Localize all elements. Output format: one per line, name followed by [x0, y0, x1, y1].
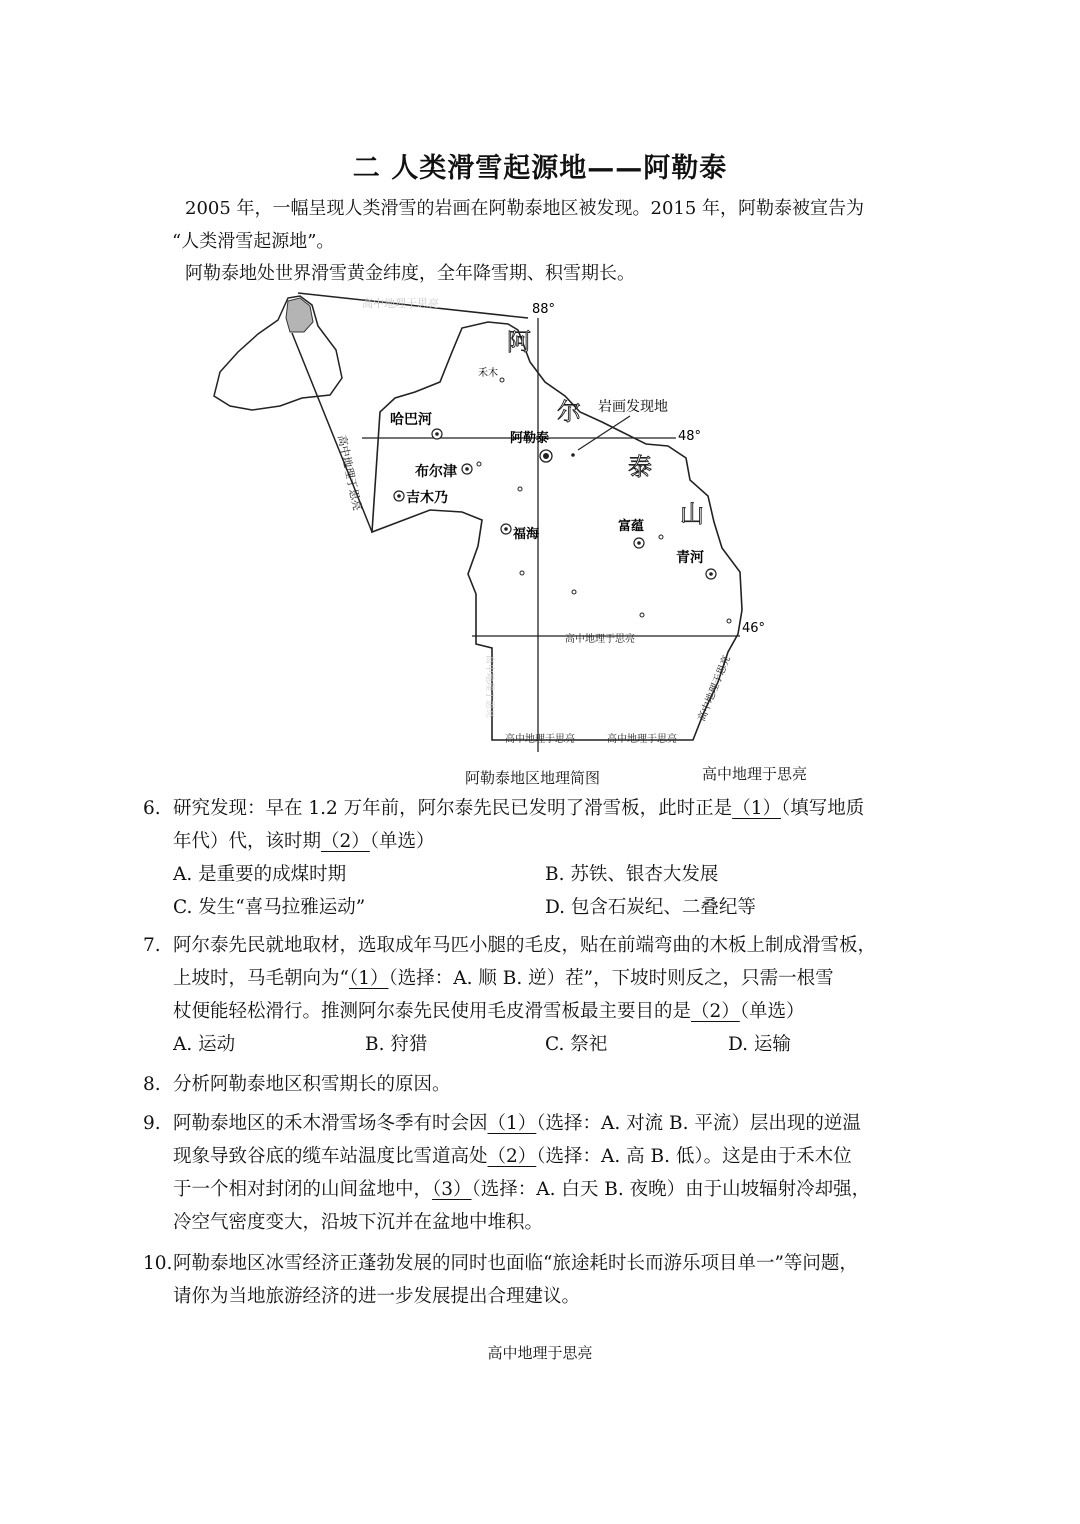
lat-48-label: 48° — [678, 429, 702, 444]
aletai-symbol-center — [543, 453, 549, 459]
question-line — [173, 929, 876, 962]
question-text: 杖便能轻松滑行。推测阿尔泰先民使用毛皮滑雪板最主要目的是 — [173, 1001, 692, 1022]
question-line — [173, 1206, 543, 1239]
mountain-char-1: 阿 — [507, 328, 531, 356]
qinghe-label: 青河 — [676, 550, 704, 566]
map-watermark: 高中地理于思亮 — [696, 654, 734, 724]
xinjiang-inset-outline — [214, 296, 342, 410]
question-8 — [0, 1068, 1080, 1101]
question-text: （选择：A. 高 B. 低）。这是由于禾木位 — [536, 1146, 852, 1167]
question-line — [173, 825, 435, 858]
map-caption: 阿勒泰地区地理简图 — [465, 769, 601, 787]
question-number: 9. — [143, 1113, 161, 1134]
option-c[interactable]: C. 祭祀 — [545, 1034, 608, 1055]
question-number: 8. — [143, 1074, 161, 1095]
map-watermark: 高中地理于思亮 — [607, 734, 677, 745]
lon-88-label: 88° — [532, 302, 556, 317]
question-6 — [0, 792, 1080, 922]
rock-art-dot — [571, 453, 575, 457]
question-text: 年代）代，该时期 — [173, 831, 322, 852]
hemu-label: 禾木 — [478, 368, 498, 379]
option-d[interactable]: D. 包含石炭纪、二叠纪等 — [545, 897, 756, 918]
region-outline — [372, 322, 742, 740]
rock-art-label: 岩画发现地 — [598, 399, 668, 415]
intro-line-3: 阿勒泰地处世界滑雪黄金纬度，全年降雪期、积雪期长。 — [185, 263, 635, 284]
question-text: 阿勒泰地区的禾木滑雪场冬季有时会因 — [173, 1113, 488, 1134]
question-text: 上坡时，马毛朝向为“ — [173, 968, 349, 989]
question-text: 研究发现：早在 1.2 万年前，阿尔泰先民已发明了滑雪板，此时正是 — [173, 798, 733, 819]
footer-credit: 高中地理于思亮 — [487, 1344, 593, 1362]
question-text: （选择：A. 对流 B. 平流）层出现的逆温 — [536, 1113, 861, 1134]
map-watermark: 高中地理于思亮 — [505, 734, 575, 745]
question-line — [173, 1107, 861, 1140]
fuyun-label: 富蕴 — [618, 519, 645, 534]
question-text: 阿勒泰地区冰雪经济正蓬勃发展的同时也面临“旅途耗时长而游乐项目单一”等问题， — [173, 1253, 858, 1274]
question-text: 现象导致谷底的缆车站温度比雪道高处 — [173, 1146, 488, 1167]
map-watermark: 高中地理于思亮 — [362, 297, 439, 310]
intro-line-2: “人类滑雪起源地”。 — [172, 231, 335, 252]
question-text: （选择：A. 白天 B. 夜晚）由于山坡辐射冷却强， — [471, 1179, 871, 1200]
question-text: （单选） — [369, 831, 435, 852]
map-credit: 高中地理于思亮 — [702, 765, 808, 783]
option-a[interactable]: A. 运动 — [173, 1034, 236, 1055]
question-number: 10. — [143, 1253, 173, 1274]
aletai-label: 阿勒泰 — [510, 431, 550, 446]
option-d[interactable]: D. 运输 — [728, 1034, 791, 1055]
mountain-char-4: 山 — [680, 500, 704, 528]
town-dot — [572, 590, 576, 594]
question-9 — [0, 1107, 1080, 1239]
answer-blank[interactable]: （1） — [487, 1113, 537, 1134]
page-title: 二 人类滑雪起源地——阿勒泰 — [352, 153, 728, 184]
aletai-map — [200, 285, 820, 755]
habahe-label: 哈巴河 — [390, 412, 432, 428]
question-text: 于一个相对封闭的山间盆地中， — [173, 1179, 433, 1200]
map-watermark: 高中地理于思亮 — [565, 634, 635, 645]
question-line — [173, 1140, 852, 1173]
map-watermark: 高中地理于思亮 — [335, 433, 364, 512]
fuhai-label: 福海 — [513, 527, 540, 542]
question-line — [173, 995, 805, 1028]
answer-blank[interactable]: （2） — [691, 1001, 740, 1022]
hemu-dot — [500, 378, 504, 382]
buerjin-symbol-center — [465, 467, 469, 471]
lat-46-label: 46° — [742, 621, 766, 636]
question-number: 6. — [143, 798, 161, 819]
answer-blank[interactable]: （2） — [321, 831, 370, 852]
question-line — [173, 792, 864, 825]
town-dot — [659, 535, 663, 539]
town-dot — [727, 619, 731, 623]
question-number: 7. — [143, 935, 161, 956]
question-line — [173, 1173, 870, 1206]
question-text: （单选） — [739, 1001, 805, 1022]
map-watermark: 高中地理于思亮 — [484, 655, 494, 719]
question-text: （选择：A. 顺 B. 逆）茬”，下坡时则反之，只需一根雪 — [388, 968, 834, 989]
jimunai-symbol-center — [397, 494, 401, 498]
town-dot — [520, 571, 524, 575]
answer-blank[interactable]: （2） — [487, 1146, 537, 1167]
question-text: 请你为当地旅游经济的进一步发展提出合理建议。 — [173, 1286, 581, 1307]
qinghe-symbol-center — [709, 572, 713, 576]
buerjin-label: 布尔津 — [415, 464, 457, 480]
fuyun-symbol-center — [637, 541, 641, 545]
town-dot — [640, 613, 644, 617]
town-dot — [477, 462, 481, 466]
question-10 — [0, 1247, 1080, 1313]
question-7 — [0, 929, 1080, 1059]
question-text: 冷空气密度变大，沿坡下沉并在盆地中堆积。 — [173, 1212, 544, 1233]
question-text: 阿尔泰先民就地取材，选取成年马匹小腿的毛皮，贴在前端弯曲的木板上制成滑雪板， — [173, 935, 877, 956]
option-a[interactable]: A. 是重要的成煤时期 — [173, 864, 347, 885]
option-b[interactable]: B. 狩猎 — [365, 1034, 428, 1055]
answer-blank[interactable]: （1） — [732, 798, 781, 819]
answer-blank[interactable]: （1） — [348, 968, 389, 989]
question-line — [173, 962, 834, 995]
fuhai-symbol-center — [504, 527, 508, 531]
question-text: （填写地质 — [780, 798, 865, 819]
option-b[interactable]: B. 苏铁、银杏大发展 — [545, 864, 719, 885]
mountain-char-2: 尔 — [557, 398, 581, 426]
jimunai-label: 吉木乃 — [406, 490, 448, 506]
mountain-char-3: 泰 — [628, 453, 652, 481]
habahe-symbol-center — [435, 432, 439, 436]
rock-art-leader — [578, 416, 630, 450]
question-text: 分析阿勒泰地区积雪期长的原因。 — [173, 1074, 451, 1095]
town-dot — [518, 487, 522, 491]
intro-line-1: 2005 年，一幅呈现人类滑雪的岩画在阿勒泰地区被发现。2015 年，阿勒泰被宣告为 — [185, 198, 865, 219]
answer-blank[interactable]: （3） — [432, 1179, 472, 1200]
option-c[interactable]: C. 发生“喜马拉雅运动” — [173, 897, 366, 918]
